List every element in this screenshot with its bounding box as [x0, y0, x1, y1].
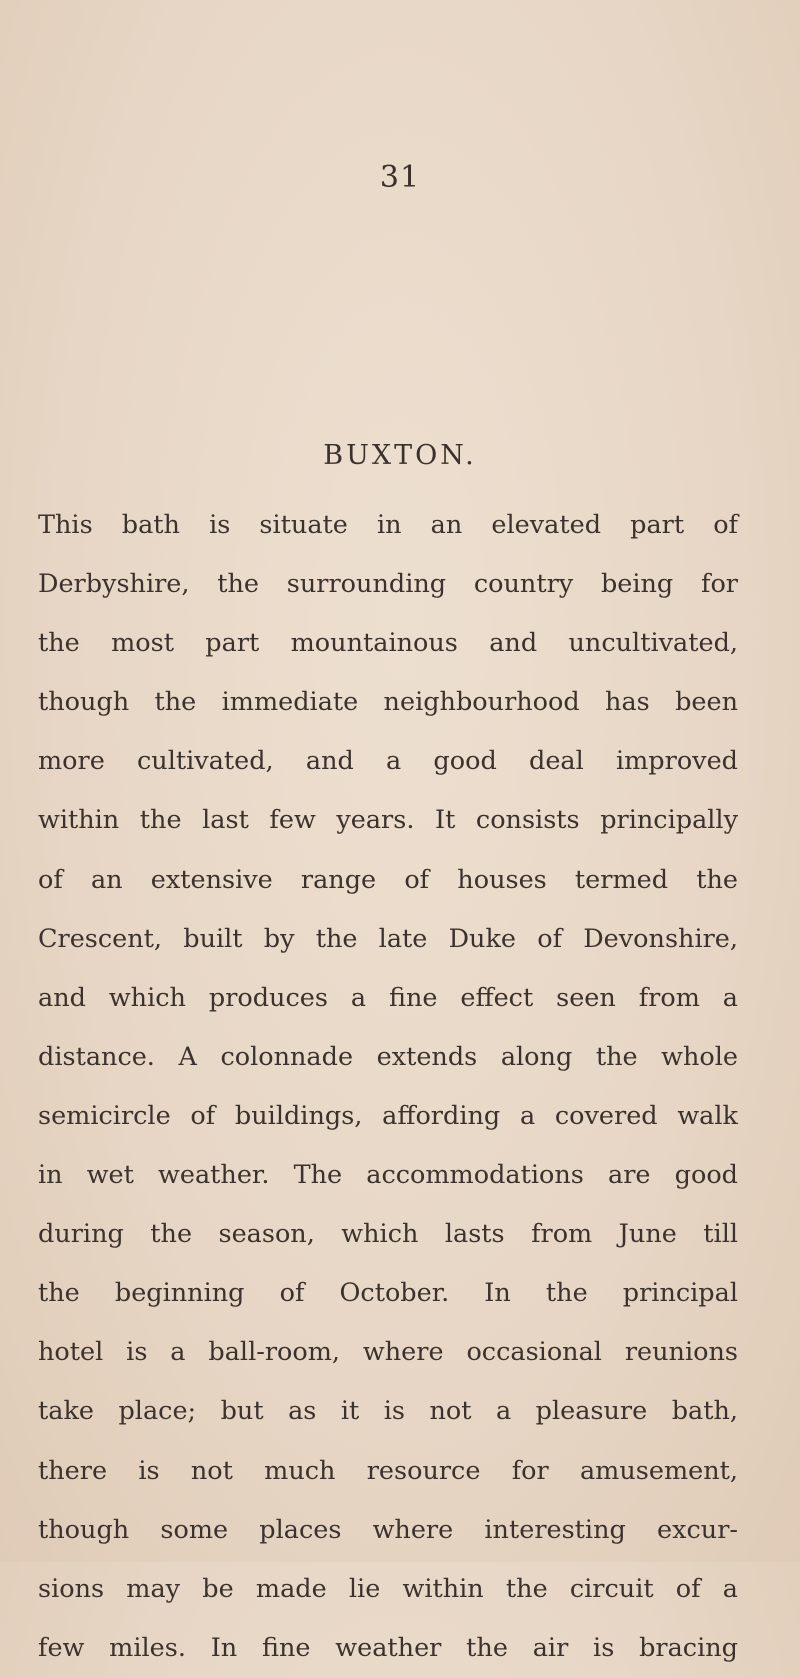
text-line: during the season, which lasts from June till — [38, 1219, 738, 1250]
text-line: distance. A colonnade extends along the whole — [38, 1041, 738, 1072]
text-line: This bath is situate in an elevated part of — [38, 510, 738, 540]
text-line: Derbyshire, the surrounding country being for — [38, 569, 738, 600]
text-line: semicircle of buildings, affording a covered walk — [38, 1100, 738, 1131]
text-line: though some places where interesting excur- — [38, 1514, 738, 1545]
text-line: the most part mountainous and uncultivated, — [38, 628, 738, 659]
text-line: sions may be made lie within the circuit of a — [38, 1573, 738, 1604]
text-line: within the last few years. It consists principally — [38, 805, 738, 836]
text-line: hotel is a ball-room, where occasional reunions — [38, 1337, 738, 1368]
text-line: in wet weather. The accommodations are good — [38, 1160, 738, 1191]
text-line: of an extensive range of houses termed the — [38, 864, 738, 895]
chapter-title: BUXTON. — [323, 440, 477, 471]
text-line: though the immediate neighbourhood has been — [38, 687, 738, 718]
text-line: take place; but as it is not a pleasure bath, — [38, 1396, 738, 1427]
text-line: there is not much resource for amusement, — [38, 1455, 738, 1486]
text-line: few miles. In fine weather the air is bracing — [38, 1632, 738, 1663]
text-line: the beginning of October. In the principal — [38, 1278, 738, 1309]
text-line: Crescent, built by the late Duke of Devonshire, — [38, 923, 738, 954]
text-line: and which produces a fine effect seen from a — [38, 982, 738, 1013]
text-line: more cultivated, and a good deal improved — [38, 746, 738, 777]
body-paragraph — [38, 496, 738, 1678]
page-number: 31 — [379, 160, 421, 195]
